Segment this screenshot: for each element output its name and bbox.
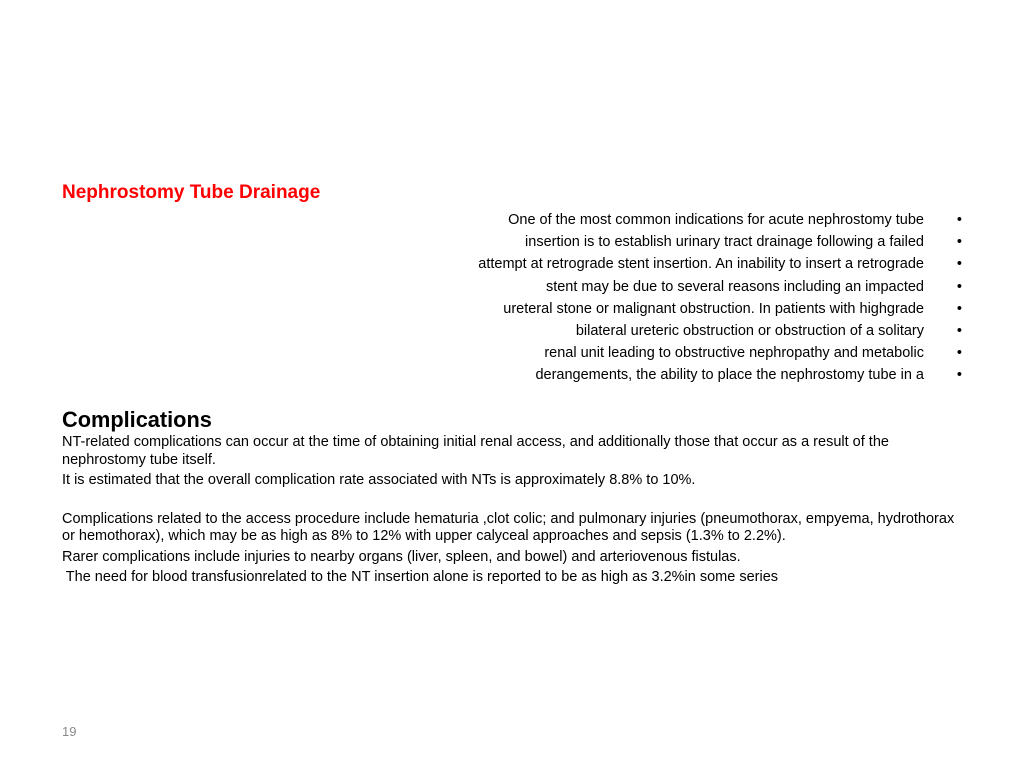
complications-paragraph: NT-related complications can occur at the time of obtaining initial renal access, and additionally those that occur as a result of the nephrostomy tube itself. (62, 434, 889, 468)
bullet-dot-icon: • (956, 234, 962, 251)
complications-heading: Complications (62, 407, 212, 432)
bullet-text: insertion is to establish urinary tract drainage following a failed (525, 234, 924, 251)
complications-paragraph: The need for blood transfusionrelated to the NT insertion alone is reported to be as high as 3.2%in some series (62, 569, 779, 585)
bullet-text: attempt at retrograde stent insertion. An inability to insert a retrograde (478, 256, 924, 273)
bullet-item (300, 209, 966, 231)
bullet-dot-icon: • (956, 256, 962, 273)
complications-paragraph: Complications related to the access procedure include hematuria ,clot colic; and pulmonary injuries (pneumothorax, empyema, hydrothorax or hemothorax), which may be as high as 8% to 12% with upper calyceal approaches and sepsis (1.3% to 2.2%). (62, 510, 955, 544)
bullet-item (300, 253, 966, 275)
bullet-item (300, 364, 966, 386)
bullet-item (300, 320, 966, 342)
bullet-dot-icon: • (956, 212, 962, 228)
bullet-text: ureteral stone or malignant obstruction. In patients with highgrade (503, 300, 924, 317)
complications-section (62, 407, 962, 590)
bullet-item (300, 276, 966, 298)
complications-paragraph: Rarer complications include injuries to nearby organs (liver, spleen, and bowel) and arteriovenous fistulas. (62, 548, 741, 565)
bullet-text: stent may be due to several reasons including an impacted (545, 278, 924, 295)
bullet-dot-icon: • (956, 367, 962, 384)
bullet-text: renal unit leading to obstructive nephropathy and metabolic (544, 345, 924, 362)
slide-title: Nephrostomy Tube Drainage (62, 182, 321, 203)
bullet-item (300, 231, 966, 253)
bullet-dot-icon: • (956, 278, 962, 295)
bullet-list (300, 209, 966, 387)
bullet-dot-icon: • (956, 300, 962, 317)
complications-paragraph: It is estimated that the overall complication rate associated with NTs is approximately 8.8% to 10%. (62, 472, 696, 488)
bullet-text: One of the most common indications for acute nephrostomy tube (508, 212, 924, 228)
paragraph-spacer (62, 493, 962, 511)
bullet-text: bilateral ureteric obstruction or obstruction of a solitary (575, 322, 924, 339)
bullet-item (300, 342, 966, 364)
bullet-item (300, 298, 966, 320)
bullet-dot-icon: • (956, 345, 962, 362)
page-number: 19 (62, 724, 77, 739)
bullet-text: derangements, the ability to place the nephrostomy tube in a (535, 367, 924, 384)
bullet-dot-icon: • (956, 322, 962, 339)
